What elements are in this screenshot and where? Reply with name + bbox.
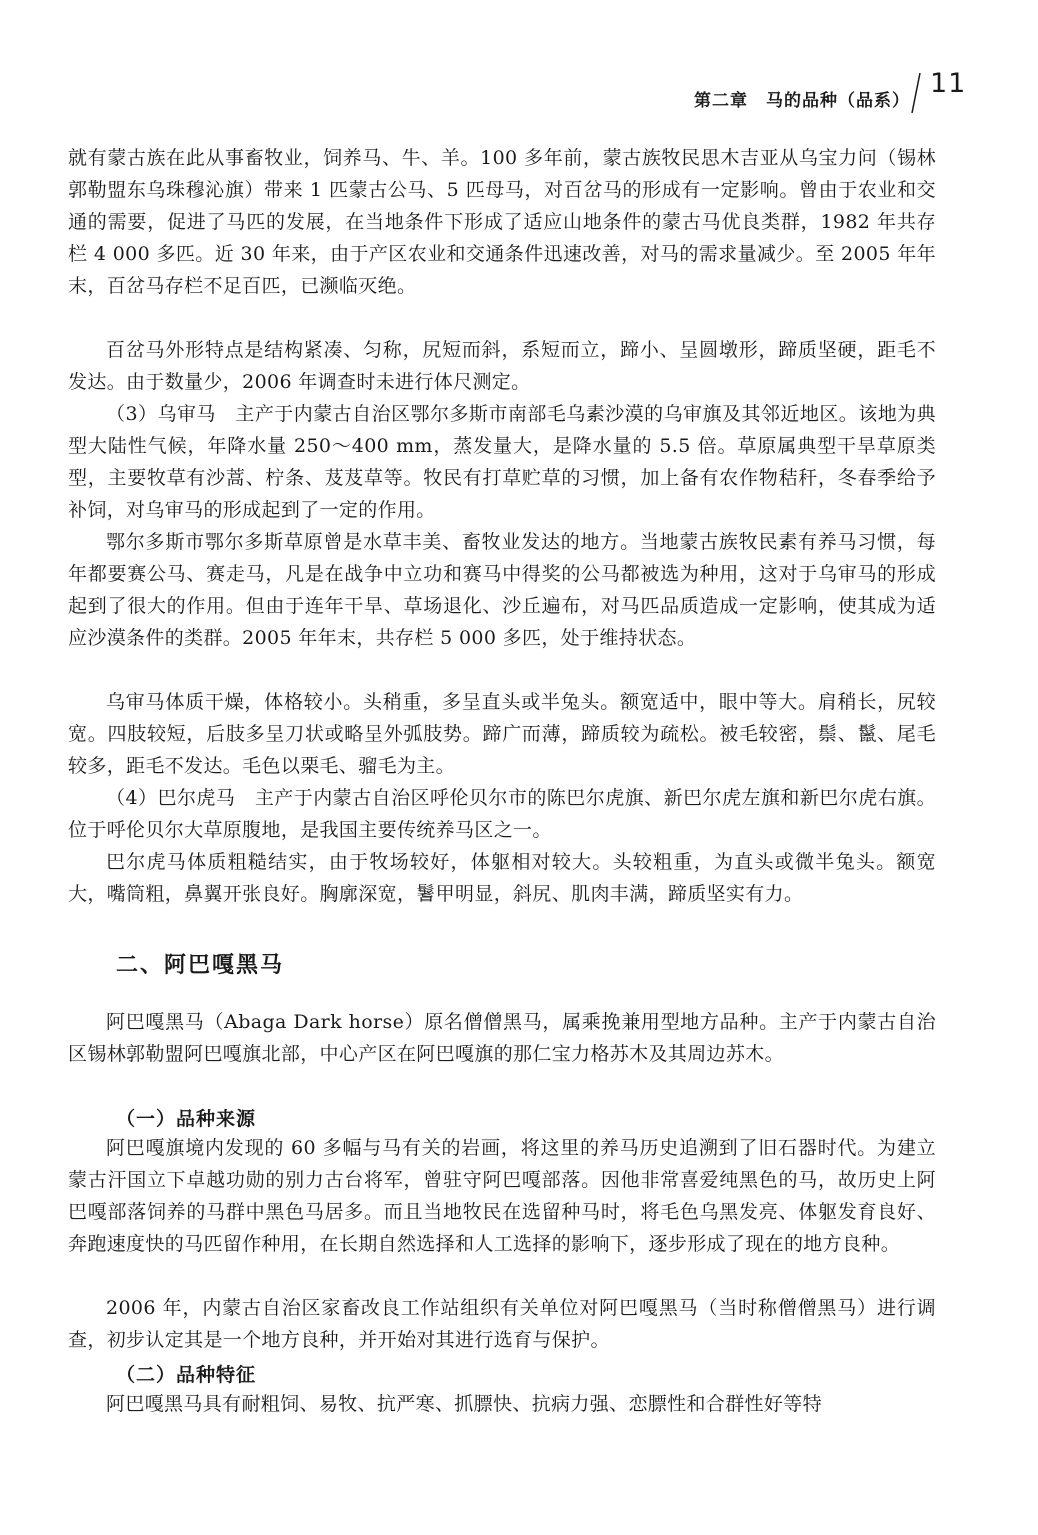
paragraph-abaga-history: 阿巴嘎旗境内发现的 60 多幅与马有关的岩画，将这里的养马历史追溯到了旧石器时代。为建立蒙古汗国立下卓越功勋的别力古台将军，曾驻守阿巴嘎部落。因他非常喜爱纯黑色的马，故历史上阿巴嘎部落饲养的马群中黑色马居多。而且当地牧民在选留种马时，将毛色乌黑发亮、体躯发育良好、奔跑速度快的马匹留作种用，在长期自然选择和人工选择的影响下，逐步形成了现在的地方良种。 <box>68 1137 936 1255</box>
paragraph-abaga-survey: 2006 年，内蒙古自治区家畜改良工作站组织有关单位对阿巴嘎黑马（当时称僧僧黑马）进行调查，初步认定其是一个地方良种，并开始对其进行选育与保护。 <box>68 1297 936 1351</box>
paragraph-wushen-appearance: 乌审马体质干燥，体格较小。头稍重，多呈直头或半兔头。额宽适中，眼中等大。肩稍长，尻较宽。四肢较短，后肢多呈刀状或略呈外弧肢势。蹄广而薄，蹄质较为疏松。被毛较密，鬃、鬣、尾毛较多，距毛不发达。毛色以栗毛、骝毛为主。 <box>68 691 936 777</box>
paragraph-abaga-traits: 阿巴嘎黑马具有耐粗饲、易牧、抗严寒、抓膘快、抗病力强、恋膘性和合群性好等特 <box>106 1393 822 1415</box>
chapter-title: 第二章 马的品种（品系） <box>694 91 910 111</box>
paragraph-wushen-origin: （3）乌审马 主产于内蒙古自治区鄂尔多斯市南部毛乌素沙漠的乌审旗及其邻近地区。该地为典型大陆性气候，年降水量 250～400 mm，蒸发量大，是降水量的 5.5 倍。草原属典型干旱草原类型，主要牧草有沙蒿、柠条、芨芨草等。牧民有打草贮草的习惯，加上备有农作物秸秆，冬春季给予补饲，对乌审马的形成起到了一定的作用。 <box>68 403 936 521</box>
paragraph-barhu-appearance: 巴尔虎马体质粗糙结实，由于牧场较好，体躯相对较大。头较粗重，为直头或微半兔头。额宽大，嘴筒粗，鼻翼开张良好。胸廓深宽，鬐甲明显，斜尻、肌肉丰满，蹄质坚实有力。 <box>68 851 936 905</box>
section-heading-abaga: 二、阿巴嘎黑马 <box>116 953 285 978</box>
subheading-breed-origin: （一）品种来源 <box>116 1108 257 1130</box>
paragraph-ordos-grassland: 鄂尔多斯市鄂尔多斯草原曾是水草丰美、畜牧业发达的地方。当地蒙古族牧民素有养马习惯，每年都要赛公马、赛走马，凡是在战争中立功和赛马中得奖的公马都被选为种用，这对于乌审马的形成起到了很大的作用。但由于连年干旱、草场退化、沙丘遍布，对马匹品质造成一定影响，使其成为适应沙漠条件的类群。2005 年年末，共存栏 5 000 多匹，处于维持状态。 <box>68 531 936 649</box>
header-divider-slash <box>910 72 922 114</box>
paragraph-barhu-origin: （4）巴尔虎马 主产于内蒙古自治区呼伦贝尔市的陈巴尔虎旗、新巴尔虎左旗和新巴尔虎右旗。位于呼伦贝尔大草原腹地，是我国主要传统养马区之一。 <box>68 787 936 841</box>
subheading-breed-traits: （二）品种特征 <box>116 1364 257 1386</box>
paragraph-abaga-intro: 阿巴嘎黑马（Abaga Dark horse）原名僧僧黑马，属乘挽兼用型地方品种。主产于内蒙古自治区锡林郭勒盟阿巴嘎旗北部，中心产区在阿巴嘎旗的那仁宝力格苏木及其周边苏木。 <box>68 1011 936 1065</box>
paragraph-baicha-appearance: 百岔马外形特点是结构紧凑、匀称，尻短而斜，系短而立，蹄小、呈圆墩形，蹄质坚硬，距毛不发达。由于数量少，2006 年调查时未进行体尺测定。 <box>68 339 936 393</box>
paragraph-baicha-origin: 就有蒙古族在此从事畜牧业，饲养马、牛、羊。100 多年前，蒙古族牧民思木吉亚从乌宝力问（锡林郭勒盟东乌珠穆沁旗）带来 1 匹蒙古公马、5 匹母马，对百岔马的形成有一定影响。曾由于农业和交通的需要，促进了马匹的发展，在当地条件下形成了适应山地条件的蒙古马优良类群，1982 年共存栏 4 000 多匹。近 30 年来，由于产区农业和交通条件迅速改善，对马的需求量减少。至 2005 年年末，百岔马存栏不足百匹，已濒临灭绝。 <box>68 147 936 297</box>
page-number: 11 <box>930 68 967 99</box>
